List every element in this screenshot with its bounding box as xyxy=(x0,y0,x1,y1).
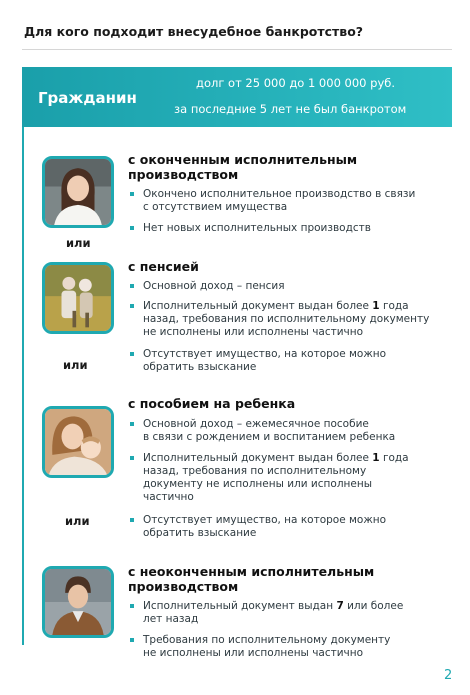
page-title: Для кого подходит внесудебное банкротство? xyxy=(24,24,364,39)
bullet-icon xyxy=(130,226,134,230)
or-label: или xyxy=(66,236,91,250)
or-label: или xyxy=(65,514,90,528)
list-item: Нет новых исполнительных производств xyxy=(130,222,448,235)
banner-bankruptcy-condition: за последние 5 лет не был банкротом xyxy=(174,102,407,116)
list-item: Исполнительный документ выдан более 1 года назад, требования по исполнительному документу не исполнены или исполнены частично xyxy=(130,452,448,504)
bullet-icon xyxy=(130,192,134,196)
list-item: Отсутствует имущество, на которое можно обратить взыскание xyxy=(130,514,448,540)
bullet-icon xyxy=(130,456,134,460)
page-number: 2 xyxy=(444,668,453,683)
section-title-pension: с пенсией xyxy=(128,259,199,274)
mother-child-icon xyxy=(45,409,111,475)
banner-name: Гражданин xyxy=(38,89,137,107)
man-portrait-icon xyxy=(45,569,111,635)
bullet-icon xyxy=(130,284,134,288)
citizen-banner xyxy=(22,67,452,127)
list-item: Основной доход – пенсия xyxy=(130,280,448,293)
photo-woman xyxy=(42,156,114,228)
or-label: или xyxy=(63,358,88,372)
section-title-ongoing-proceedings: с неоконченным исполнительным производством xyxy=(128,564,375,594)
list-item: Основной доход – ежемесячное пособие в связи с рождением и воспитанием ребенка xyxy=(130,418,448,444)
bullet-icon xyxy=(130,304,134,308)
list-item: Исполнительный документ выдан более 1 года назад, требования по исполнительному документу не исполнены или исполнены частично xyxy=(130,300,448,339)
banner-debt-condition: долг от 25 000 до 1 000 000 руб. xyxy=(196,76,395,90)
title-divider xyxy=(22,49,452,50)
bullet-icon xyxy=(130,604,134,608)
section-title-child-allowance: с пособием на ребенка xyxy=(128,396,296,411)
woman-portrait-icon xyxy=(45,159,111,225)
bullet-icon xyxy=(130,518,134,522)
section-title-completed-proceedings: с оконченным исполнительным производством xyxy=(128,152,358,182)
list-item: Исполнительный документ выдан 7 или более лет назад xyxy=(130,600,448,626)
photo-man xyxy=(42,566,114,638)
bullet-icon xyxy=(130,352,134,356)
list-item: Окончено исполнительное производство в связи с отсутствием имущества xyxy=(130,188,448,214)
photo-pensioners xyxy=(42,262,114,334)
list-item: Требования по исполнительному документу не исполнены или исполнены частично xyxy=(130,634,448,660)
bullet-icon xyxy=(130,638,134,642)
timeline-line xyxy=(22,127,24,645)
bullet-icon xyxy=(130,422,134,426)
elderly-couple-icon xyxy=(45,265,111,331)
list-item: Отсутствует имущество, на которое можно обратить взыскание xyxy=(130,348,448,374)
photo-mother-child xyxy=(42,406,114,478)
